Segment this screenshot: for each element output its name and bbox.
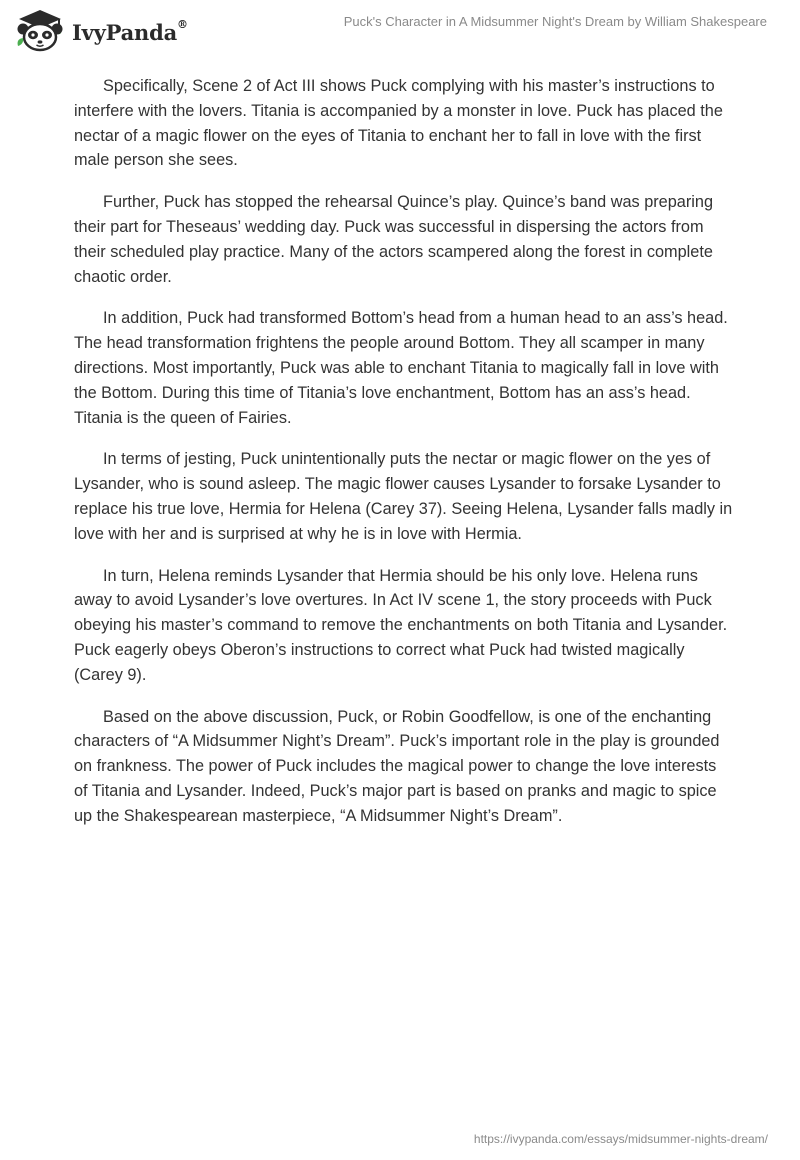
brand-name: IvyPanda®: [72, 17, 188, 45]
page-header: [0, 0, 800, 60]
brand-logo[interactable]: [14, 8, 188, 52]
source-url-link[interactable]: https://ivypanda.com/essays/midsummer-nights-dream/: [473, 1132, 768, 1146]
paragraph: In terms of jesting, Puck unintentionally puts the nectar or magic flower on the yes of Lysander, who is sound asleep. The magic flower causes Lysander to forsake Lysander to replace his true love, Hermia for Helena (Carey 37). Seeing Helena, Lysander falls madly in love with her and is surprised at why he is in love with Hermia.: [74, 450, 733, 543]
registered-mark: ®: [177, 17, 188, 31]
paragraph: Further, Puck has stopped the rehearsal Quince’s play. Quince’s band was preparing their part for Theseaus’ wedding day. Puck was successful in dispersing the actors from their scheduled play practice. Many of the actors scampered along the forest in complete chaotic order.: [74, 193, 713, 286]
paragraph: Based on the above discussion, Puck, or Robin Goodfellow, is one of the enchanting characters of “A Midsummer Night’s Dream”. Puck’s important role in the play is grounded on frankness. The power of Puck includes the magical power to change the love interests of Titania and Lysander. Indeed, Puck’s major part is based on pranks and magic to spice up the Shakespearean masterpiece, “A Midsummer Night’s Dream”.: [74, 707, 720, 825]
document-title: Puck's Character in A Midsummer Night's Dream by William Shakespeare: [343, 14, 767, 29]
paragraph: In turn, Helena reminds Lysander that Hermia should be his only love. Helena runs away to avoid Lysander’s love overtures. In Act IV scene 1, the story proceeds with Puck obeying his master’s command to remove the enchantments on both Titania and Lysander. Puck eagerly obeys Oberon’s instructions to correct what Puck had twisted magically (Carey 9).: [74, 566, 728, 684]
paragraph: In addition, Puck had transformed Bottom’s head from a human head to an ass’s head. The head transformation frightens the people around Bottom. They all scamper in many directions. Most importantly, Puck was able to enchant Titania to magically fall in love with the Bottom. During this time of Titania’s love enchantment, Bottom has an ass’s head. Titania is the queen of Fairies.: [74, 309, 728, 427]
essay-body: [74, 74, 734, 846]
paragraph: Specifically, Scene 2 of Act III shows Puck complying with his master’s instructions to interfere with the lovers. Titania is accompanied by a monster in love. Puck has placed the nectar of a magic flower on the eyes of Titania to enchant her to fall in love with the first male person she sees.: [74, 77, 723, 170]
panda-graduation-cap-icon: [14, 8, 66, 52]
